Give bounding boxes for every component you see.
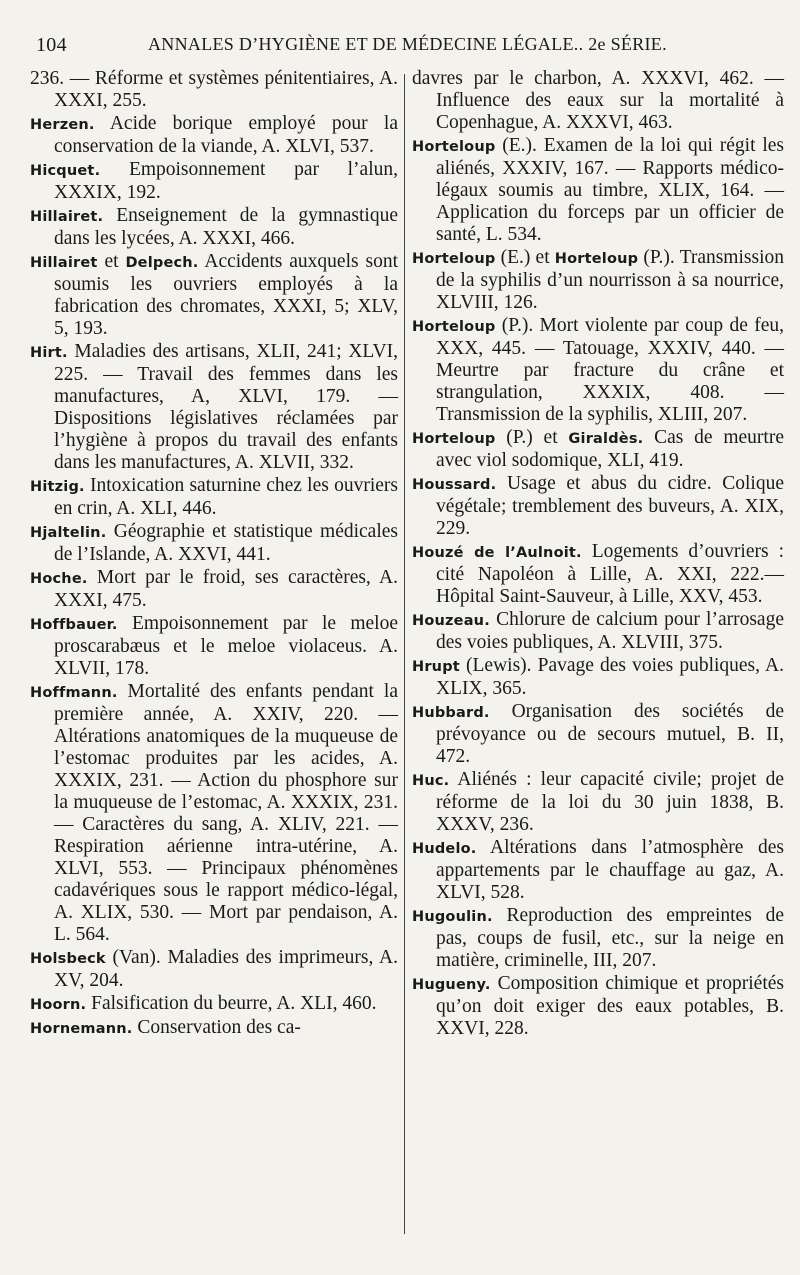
index-entry	[412, 473, 784, 540]
entry-text-continued: (P.). Transmission de la syphilis d’un nourrisson à sa nourrice, XLVIII, 126.	[436, 247, 784, 313]
entry-text: (Lewis). Pavage des voies publiques, A. XLIX, 365.	[436, 655, 784, 699]
entry-text: (Van). Maladies des imprimeurs, A. XV, 204.	[54, 947, 398, 991]
entry-text: Maladies des artisans, XLII, 241; XLVI, 225. — Travail des femmes dans les manufactures, A, XLVI, 179. — Dispositions législatives réclamées par l’hygiène à propos du travail des enfants dans les manufactures, A. XLVII, 332.	[54, 341, 398, 473]
entry-text: (E.) et	[495, 247, 555, 268]
page-number: 104	[36, 34, 67, 56]
page-header	[30, 26, 760, 66]
entry-text: Empoisonnement par le meloe proscarabæus et le meloe violaceus. A. XLVII, 178.	[54, 613, 398, 679]
entry-author: Hudelo.	[412, 841, 477, 857]
entry-author: Hirt.	[30, 345, 68, 361]
index-entry	[30, 113, 398, 158]
entry-text: Géographie et statistique médicales de l’Islande, A. XXVI, 441.	[54, 521, 398, 565]
entry-text-continued: Cas de meurtre avec viol sodomique, XLI, 419.	[436, 427, 784, 471]
entry-author: Hitzig.	[30, 479, 85, 495]
index-entry	[412, 68, 784, 134]
index-entry	[412, 247, 784, 314]
index-entry	[412, 837, 784, 904]
index-entry	[412, 973, 784, 1040]
entry-text: Organisation des sociétés de prévoyance ou de secours mutuel, B. II, 472.	[436, 701, 784, 767]
entry-text-continued: Accidents auxquels sont soumis les ouvriers employés à la fabrication des chromates, XXXI, 5; XLV, 5, 193.	[54, 251, 398, 339]
entry-text: Altérations dans l’atmosphère des appartements par le chauffage au gaz, A. XLVI, 528.	[436, 837, 784, 903]
entry-text: (P.) et	[495, 427, 569, 448]
entry-author: Hrupt	[412, 659, 460, 675]
entry-text: Mortalité des enfants pendant la première année, A. XXIV, 220. — Altérations anatomiques de la muqueuse de l’estomac produites par les acides, A. XXXIX, 231. — Action du phosphore sur la muqueuse de l’estomac, A. XXXIX, 231.— Caractères du sang, A. XLIV, 221. — Respiration aérienne intra-utérine, A. XLVI, 553. — Principaux phénomènes cadavériques sous le rapport médico-légal, A. XLIX, 530. — Mort par pendaison, A. L. 564.	[54, 681, 398, 945]
index-entry	[30, 475, 398, 520]
entry-author: Horteloup	[412, 319, 496, 335]
entry-coauthor: Horteloup	[554, 251, 639, 267]
entry-author: Huc.	[412, 773, 450, 789]
entry-text: Enseignement de la gymnastique dans les lycées, A. XXXI, 466.	[54, 205, 398, 249]
entry-author: Hubbard.	[412, 705, 490, 721]
entry-coauthor: Delpech.	[125, 255, 199, 271]
index-entry	[412, 769, 784, 836]
entry-text: Chlorure de calcium pour l’arrosage des voies publiques, A. XLVIII, 375.	[436, 609, 784, 653]
entry-text: (E.). Examen de la loi qui régit les aliénés, XXXIV, 167. — Rapports médico-légaux soumis au timbre, XLIX, 164. — Application du forceps par un officier de santé, L. 534.	[436, 135, 784, 245]
index-entry	[412, 135, 784, 246]
entry-text: 236. — Réforme et systèmes pénitentiaires, A. XXXI, 255.	[30, 68, 398, 111]
entry-author: Hugoulin.	[412, 909, 493, 925]
entry-text: davres par le charbon, A. XXXVI, 462. — Influence des eaux sur la mortalité à Copenhague, A. XXXVI, 463.	[412, 68, 784, 133]
index-entry	[412, 701, 784, 768]
index-entry	[30, 521, 398, 566]
entry-author: Houzé de l’Aulnoit.	[412, 545, 582, 561]
entry-author: Hoorn.	[30, 997, 87, 1013]
entry-author: Hugueny.	[412, 977, 491, 993]
right-column	[412, 68, 784, 1041]
entry-author: Herzen.	[30, 117, 95, 133]
entry-author: Hoffbauer.	[30, 617, 118, 633]
entry-author: Houzeau.	[412, 613, 490, 629]
index-entry	[30, 947, 398, 992]
entry-author: Hjaltelin.	[30, 525, 107, 541]
column-divider	[404, 74, 405, 1234]
entry-text: Falsification du beurre, A. XLI, 460.	[86, 993, 377, 1014]
index-entry	[30, 68, 398, 112]
entry-author: Houssard.	[412, 477, 497, 493]
entry-author: Hornemann.	[30, 1021, 133, 1037]
entry-author: Horteloup	[412, 251, 496, 267]
running-head: ANNALES D’HYGIÈNE ET DE MÉDECINE LÉGALE.. 2e SÉRIE.	[148, 34, 667, 54]
entry-text: Empoisonnement par l’alun, XXXIX, 192.	[54, 159, 398, 203]
index-entry	[30, 159, 398, 204]
index-entry	[30, 251, 398, 340]
index-entry	[30, 681, 398, 946]
entry-text: Intoxication saturnine chez les ouvriers en crin, A. XLI, 446.	[54, 475, 398, 519]
index-entry	[30, 567, 398, 612]
index-entry	[412, 541, 784, 608]
index-entry	[412, 905, 784, 972]
entry-text: (P.). Mort violente par coup de feu, XXX, 445. — Tatouage, XXXIV, 440. — Meurtre par fracture du crâne et strangulation, XXXIX, 408. — Transmission de la syphilis, XLIII, 207.	[436, 315, 784, 425]
entry-author: Hoche.	[30, 571, 88, 587]
entry-text: Composition chimique et propriétés qu’on doit exiger des eaux potables, B. XXVI, 228.	[436, 973, 784, 1039]
entry-text: Logements d’ouvriers : cité Napoléon à Lille, A. XXI, 222.—Hôpital Saint-Sauveur, à Lille, XXV, 453.	[436, 541, 784, 607]
entry-author: Horteloup	[412, 139, 496, 155]
entry-text: Conservation des ca-	[132, 1017, 301, 1038]
entry-text: Usage et abus du cidre. Colique végétale; tremblement des buveurs, A. XIX, 229.	[436, 473, 784, 539]
entry-coauthor: Giraldès.	[568, 431, 644, 447]
index-entry	[30, 613, 398, 680]
entry-text: Aliénés : leur capacité civile; projet de réforme de la loi du 30 juin 1838, B. XXXV, 236.	[436, 769, 784, 835]
left-column	[30, 68, 398, 1041]
index-entry	[30, 341, 398, 474]
entry-author: Holsbeck	[30, 951, 106, 967]
index-entry	[412, 655, 784, 700]
entry-text: Acide borique employé pour la conservation de la viande, A. XLVI, 537.	[54, 113, 398, 157]
entry-author: Hillairet	[30, 255, 98, 271]
entry-text: Reproduction des empreintes de pas, coups de fusil, etc., sur la neige en matière, criminelle, III, 207.	[436, 905, 784, 971]
index-entry	[412, 427, 784, 472]
index-entry	[412, 315, 784, 426]
index-entry	[30, 993, 398, 1016]
entry-author: Hicquet.	[30, 163, 101, 179]
index-entry	[30, 205, 398, 250]
entry-author: Hoffmann.	[30, 685, 118, 701]
entry-author: Horteloup	[412, 431, 496, 447]
entry-text: et	[97, 251, 126, 272]
entry-author: Hillairet.	[30, 209, 104, 225]
index-entry	[412, 609, 784, 654]
index-entry	[30, 1017, 398, 1040]
entry-text: Mort par le froid, ses caractères, A. XXXI, 475.	[54, 567, 398, 611]
